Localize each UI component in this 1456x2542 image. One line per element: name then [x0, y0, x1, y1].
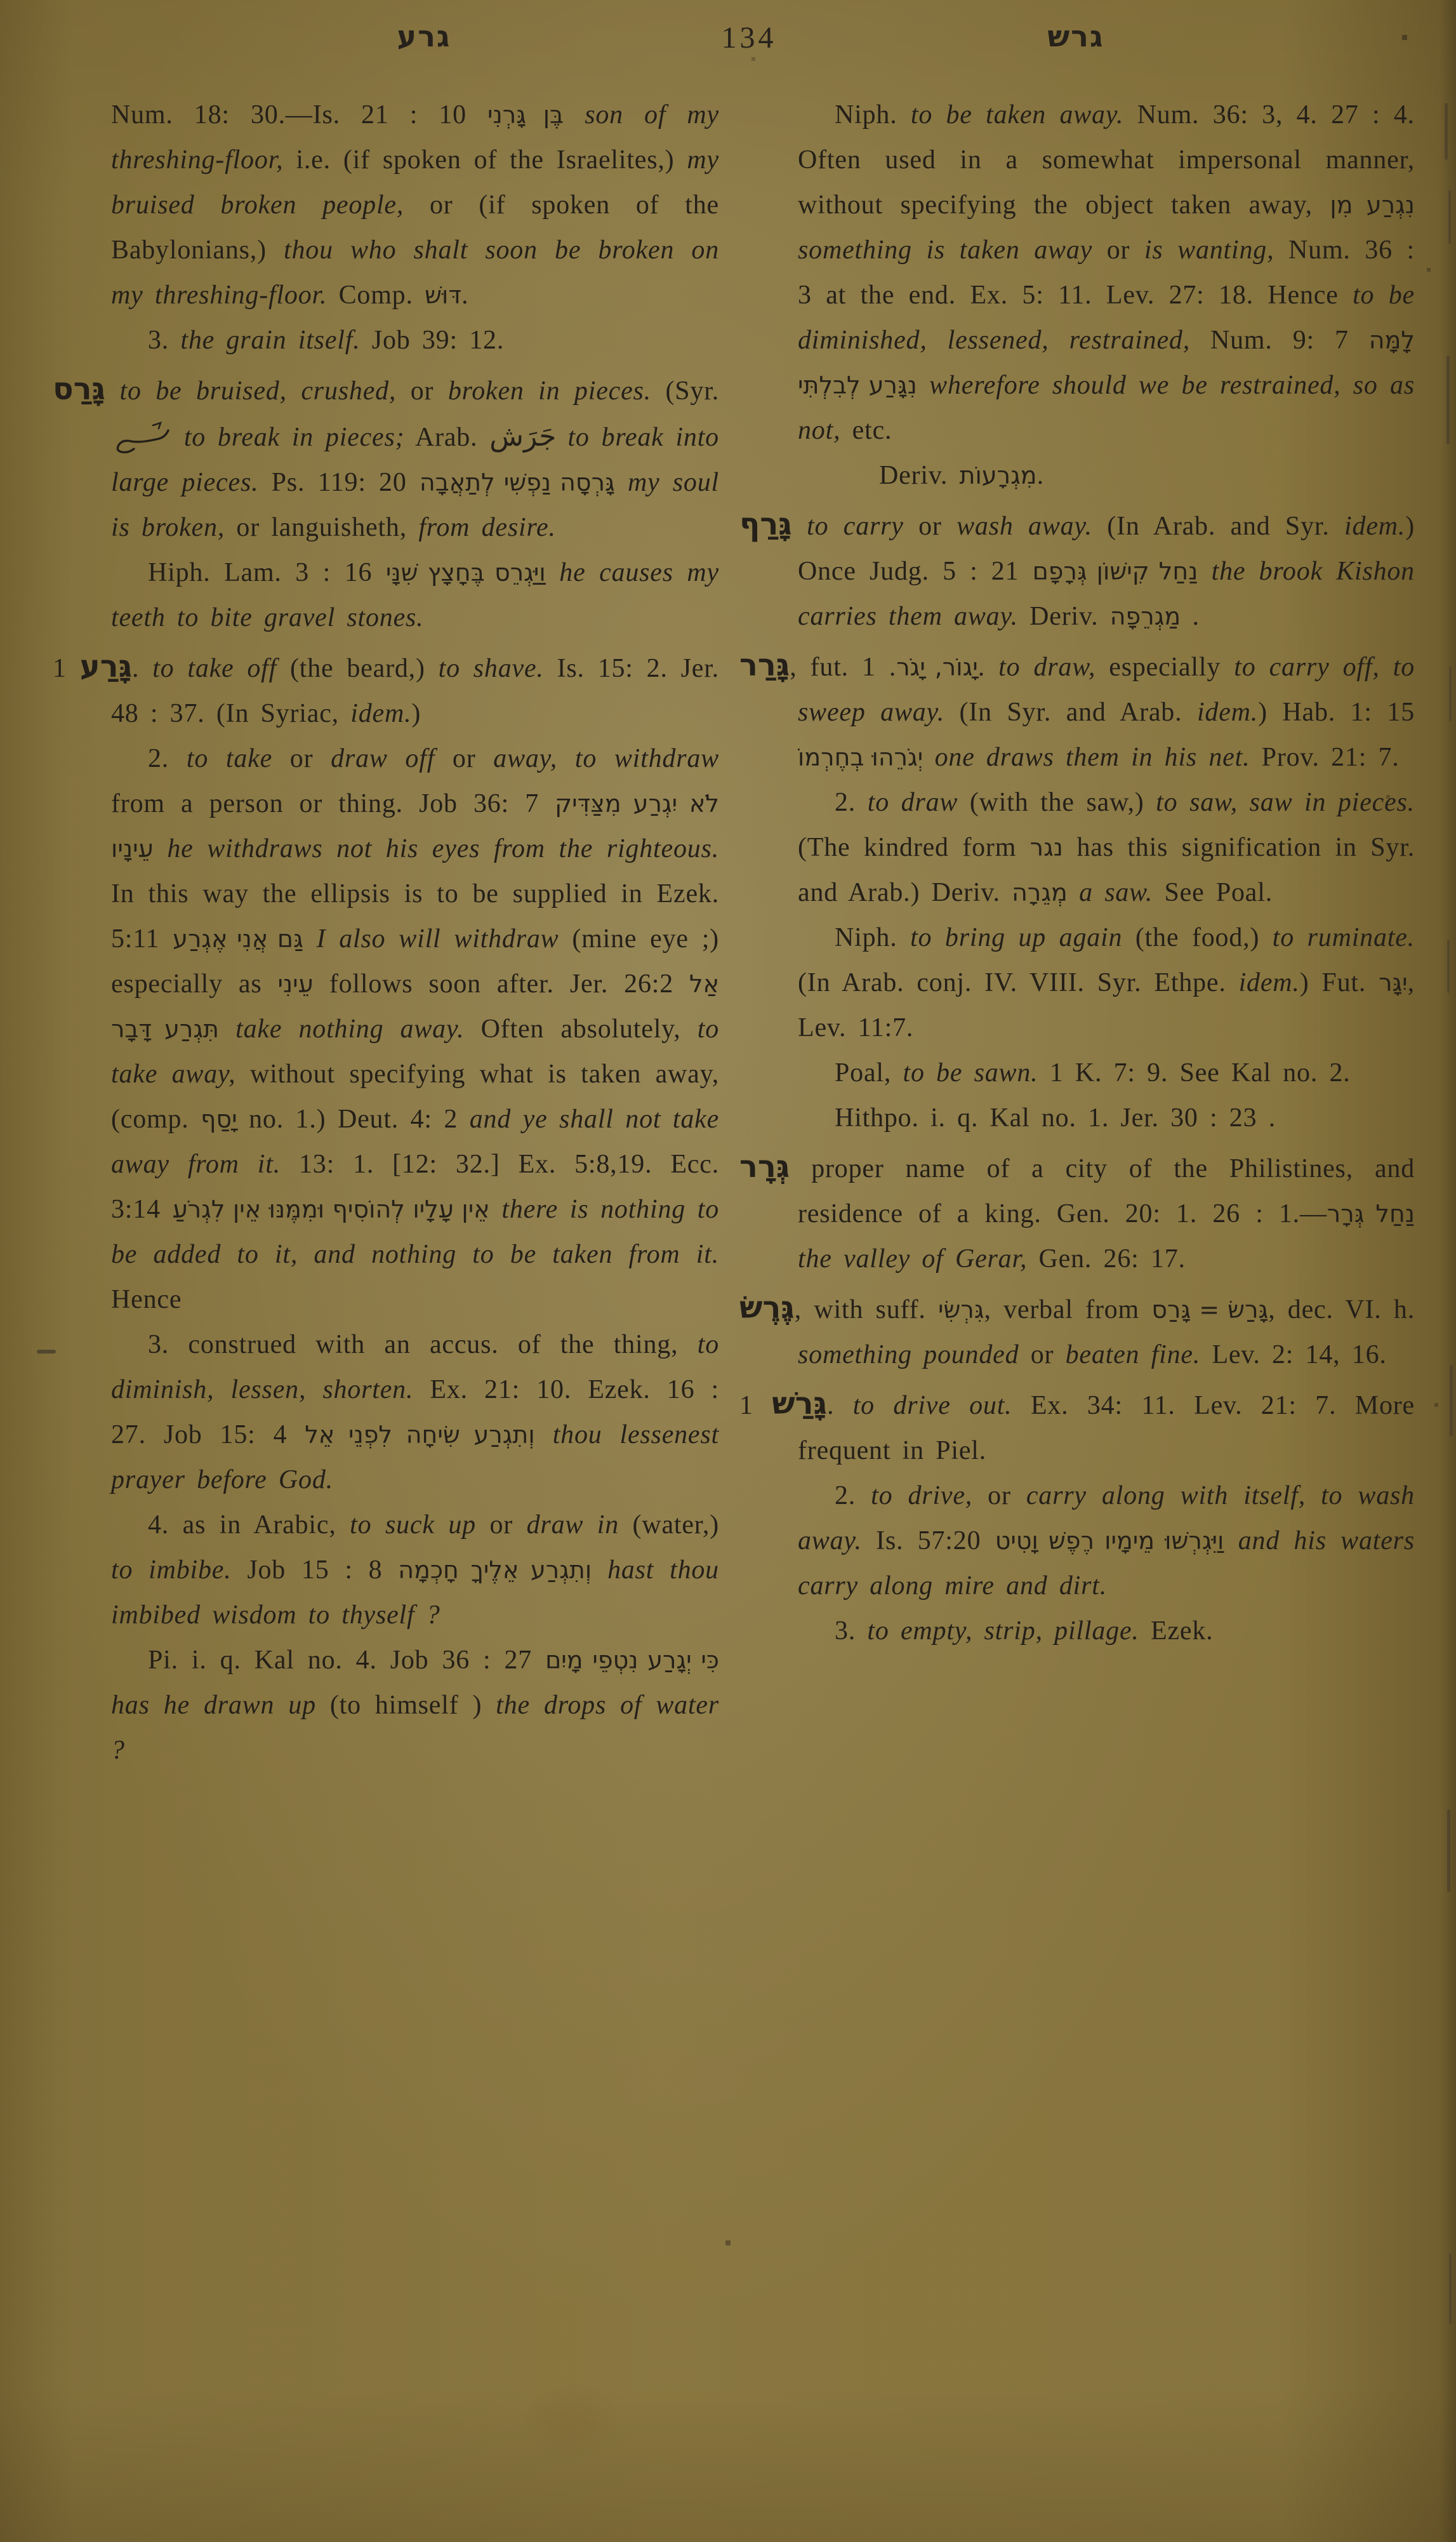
text — [303, 924, 317, 954]
italic-text: to take off — [152, 654, 277, 683]
italic-text: to be bruised, crushed, — [119, 376, 397, 406]
paragraph — [111, 318, 719, 363]
text: Num. 36 : 3 at the end. Ex. 5: 11. Lev. 27: 18. Hence — [798, 236, 1415, 310]
scan-streak — [1449, 2254, 1452, 2324]
text: ) — [411, 699, 421, 728]
text — [792, 512, 807, 541]
hebrew-text: וְתִגְרַע שִׂיחָה לִפְנֵי אֵל — [305, 1421, 535, 1449]
text — [546, 558, 560, 587]
text: ) Hab. 1: 15 — [1258, 698, 1415, 727]
paper-stain — [508, 2368, 635, 2476]
scan-streak — [1446, 356, 1450, 444]
italic-text: draw in — [526, 1510, 619, 1540]
italic-text: to be sawn. — [903, 1058, 1038, 1088]
italic-text: wash away. — [956, 512, 1092, 541]
text — [923, 743, 934, 772]
text: ) Once Judg. 5 : 21 — [798, 512, 1415, 586]
text: , verbal from — [984, 1295, 1152, 1324]
hebrew-text: וְתִגְרַע אֵלֶיךָ חָכְמָה — [398, 1556, 592, 1584]
italic-text: to draw — [867, 788, 958, 817]
text: 2. — [835, 788, 868, 817]
text: Hence — [111, 1285, 182, 1314]
scan-streak — [1450, 1365, 1453, 1436]
text: Niph. — [835, 923, 911, 952]
hebrew-headword: גָּרַר — [739, 648, 790, 683]
italic-text: to drive, — [871, 1481, 973, 1510]
italic-text: to take away, — [111, 1015, 719, 1089]
text — [556, 423, 567, 452]
hebrew-text: עֵינִי — [277, 970, 314, 998]
italic-text: take nothing away. — [235, 1015, 465, 1044]
italic-text: broken in pieces. — [447, 376, 651, 406]
hebrew-text: גָּרַשׂ = גָּרַס — [1151, 1296, 1269, 1324]
italic-text: to suck up — [350, 1510, 476, 1540]
text: Is. 15: 2. Jer. 48 : 37. (In Syriac, — [111, 654, 719, 728]
hebrew-headword: גְּרָר — [739, 1149, 790, 1185]
entry-paragraph — [739, 1286, 1415, 1378]
italic-text: he withdraws not his eyes from the righteous. — [167, 834, 719, 863]
text: , Lev. 11:7. — [798, 968, 1415, 1042]
hebrew-text: יְגֹרֵהוּ בְחֶרְמוֹ — [798, 743, 923, 771]
paper-specks — [0, 0, 1, 1]
italic-text: thou lessenest prayer before God. — [111, 1420, 719, 1494]
hebrew-text: נִגְרַע מִן — [1330, 191, 1415, 219]
paragraph — [111, 1638, 719, 1773]
italic-text: is wanting, — [1144, 236, 1274, 265]
text: . — [461, 281, 469, 310]
paragraph — [111, 1503, 719, 1638]
hebrew-text: לֹא יִגְרַע מִצַּדִּיק עֵינָיו — [111, 790, 719, 863]
text: or — [972, 1481, 1026, 1510]
hebrew-text: יָסַף — [201, 1105, 237, 1133]
italic-text: to be diminished, lessened, restrained, — [798, 281, 1415, 355]
paragraph — [111, 1322, 719, 1503]
text: Num. 9: 7 — [1190, 326, 1369, 355]
italic-text: to take — [186, 744, 273, 773]
text — [1068, 878, 1079, 907]
text: Ps. 119: 20 — [258, 468, 420, 497]
text — [535, 1420, 553, 1449]
paragraph — [798, 453, 1415, 498]
text: from a person or thing. Job 36: 7 — [111, 789, 555, 818]
italic-text: wherefore should we be restrained, so as not, — [798, 371, 1415, 445]
text: especially — [1095, 653, 1234, 682]
text: , fut. — [790, 653, 863, 682]
paragraph — [111, 93, 719, 318]
text: Poal, — [835, 1058, 903, 1088]
text: Ex. 21: 10. Ezek. 16 : 27. Job 15: 4 — [111, 1375, 719, 1449]
hebrew-headword: גָּרַשׁ — [772, 1386, 827, 1421]
italic-text: idem. — [350, 699, 412, 728]
text — [615, 468, 628, 497]
italic-text: thou who shalt soon be broken on my threshing-floor. — [111, 236, 719, 310]
hebrew-text: כִּי יְגָרַע נִטְפֵי מָיִם — [545, 1646, 719, 1674]
paragraph — [798, 93, 1415, 453]
running-head-right: גרש — [1047, 19, 1104, 53]
hebrew-text: אַל תִּגְרַע דָּבָר — [111, 970, 719, 1043]
hebrew-text: מַגְרֵפָה — [1109, 602, 1181, 630]
hebrew-text: וַיִּגְרְשׁוּ מֵימָיו רֶפֶשׁ וָטִיט — [995, 1527, 1224, 1555]
right-column — [739, 93, 1415, 1654]
italic-text: from desire. — [418, 513, 556, 542]
left-column — [53, 93, 720, 1773]
scan-streak — [1447, 940, 1450, 993]
entry-paragraph — [739, 1381, 1415, 1474]
italic-text: a saw. — [1079, 878, 1153, 907]
text: Job 39: 12. — [360, 326, 505, 355]
text: (the food,) — [1122, 923, 1273, 952]
text: or — [435, 744, 494, 773]
text: Ezek. — [1139, 1616, 1214, 1646]
text: has this signification in Syr. and Arab.) Deriv. — [798, 833, 1415, 907]
text: Often absolutely, — [464, 1015, 698, 1044]
italic-text: to imbibe. — [111, 1555, 232, 1585]
italic-text: something pounded — [798, 1340, 1019, 1369]
text: etc. — [840, 416, 892, 445]
text: (to himself ) — [315, 1691, 496, 1720]
italic-text: I also will withdraw — [316, 924, 559, 954]
text: , with suff. — [794, 1295, 938, 1324]
text: 13: 1. [12: 32.] Ex. 5:8,19. Ecc. 3:14 — [111, 1150, 719, 1224]
hebrew-text: יִגָּר — [1379, 969, 1408, 997]
text: 4. as in Arabic, — [148, 1510, 350, 1540]
text — [564, 100, 585, 130]
text: 3. — [148, 326, 181, 355]
italic-text: one draws them in his net. — [934, 743, 1250, 772]
italic-text: my soul is broken, — [111, 468, 719, 542]
italic-text: hast thou imbibed wisdom to thyself ? — [111, 1555, 719, 1630]
margin-mark — [37, 1350, 56, 1354]
paragraph — [798, 1051, 1415, 1096]
hebrew-text: אֵין עָלָיו לְהוֹסִיף וּמִמֶּנּוּ אֵין לִגְרֹעַ — [172, 1195, 490, 1223]
paragraph — [798, 1096, 1415, 1141]
hebrew-text: מְגֵרָה — [1012, 879, 1068, 907]
italic-text: away, to withdraw — [493, 744, 719, 773]
italic-text: to bring up again — [910, 923, 1123, 952]
entry-paragraph — [739, 502, 1415, 639]
italic-text: to break in pieces; — [183, 423, 405, 452]
text: 1 K. 7: 9. See Kal no. 2. — [1038, 1058, 1351, 1088]
text: or — [903, 512, 957, 541]
text — [154, 834, 168, 863]
text: Lev. 2: 14, 16. — [1200, 1340, 1387, 1369]
syriac-word-glyph — [111, 420, 172, 453]
hebrew-headword: גֶּרֶשׂ — [739, 1290, 795, 1326]
italic-text: something is taken away — [798, 236, 1093, 265]
text: Deriv. — [1017, 602, 1110, 631]
text: without specifying what is taken away, (comp. — [111, 1060, 719, 1134]
hebrew-headword: גָּרַס — [53, 371, 105, 407]
italic-text: son of my threshing-floor, — [111, 100, 719, 175]
italic-text: idem. — [1344, 512, 1406, 541]
text: or languisheth, — [225, 513, 419, 542]
text: Deriv. — [879, 461, 960, 490]
text: Num. 18: 30.—Is. 21 : 10 — [111, 100, 488, 130]
text: no. 1.) Deut. 4: 2 — [237, 1105, 470, 1134]
text: Num. 36: 3, 4. 27 : 4. Often used in a somewhat impersonal manner, without specifying the object taken away, — [798, 100, 1415, 220]
text: 3. — [835, 1616, 868, 1646]
hebrew-text: גָּרְסָה נַפְשִׁי לְתַאֲבָה — [419, 469, 615, 496]
text: Arab. — [404, 423, 490, 452]
scan-streak — [1449, 667, 1452, 721]
text: (In Arab. conj. IV. VIII. Syr. Ethpe. — [798, 968, 1239, 997]
text: 1. — [53, 654, 153, 683]
italic-text: idem. — [1238, 968, 1300, 997]
text: . — [1036, 461, 1044, 490]
italic-text: to be taken away. — [910, 100, 1124, 130]
italic-text: draw off — [331, 744, 435, 773]
running-head-left: גרע — [397, 19, 451, 53]
hebrew-headword: גָּרַף — [739, 507, 792, 542]
hebrew-text: גַּם אֲנִי אֶגְרַע — [173, 925, 303, 953]
text: Prov. 21: 7. — [1250, 743, 1400, 772]
hebrew-text: נַחַל קִישׁוֹן גְּרָפָם — [1032, 557, 1198, 585]
text — [219, 1015, 235, 1044]
paragraph — [111, 736, 719, 1322]
text: (water,) — [619, 1510, 719, 1540]
text: Comp. — [327, 281, 425, 310]
hebrew-headword: גָּרַע — [79, 649, 133, 684]
text: (mine eye ;) especially as — [111, 924, 719, 999]
text: , dec. VI. h. — [1268, 1295, 1415, 1324]
text: (the beard,) — [277, 654, 439, 683]
page-number: 134 — [721, 21, 777, 55]
text — [172, 423, 184, 452]
text: (The kindred form — [798, 833, 1030, 862]
text: (In Arab. and Syr. — [1092, 512, 1345, 541]
italic-text: my bruised broken people, — [111, 145, 719, 220]
text: (Syr. — [651, 376, 719, 406]
text: Niph. — [835, 100, 911, 130]
paragraph — [798, 1474, 1415, 1609]
italic-text: idem. — [1196, 698, 1259, 727]
entry-paragraph — [739, 643, 1415, 780]
italic-text: the grain itself. — [180, 326, 361, 355]
entry-paragraph — [53, 644, 719, 736]
italic-text: to carry off, to sweep away. — [798, 653, 1415, 727]
text: See Poal. — [1153, 878, 1273, 907]
paragraph — [798, 1609, 1415, 1654]
italic-text: to carry — [807, 512, 904, 541]
paragraph — [798, 915, 1415, 1051]
text: (with the saw,) — [958, 788, 1156, 817]
text: or — [396, 376, 448, 406]
text: or — [1019, 1340, 1066, 1369]
text — [490, 1195, 502, 1224]
hebrew-text: דּוּשׁ — [425, 281, 462, 309]
scan-streak — [1448, 190, 1451, 244]
hebrew-text: לָמָּה נִגָּרַע לְבִלְתִּי — [798, 326, 1415, 399]
italic-text: to diminish, lessen, shorten. — [111, 1330, 719, 1404]
text — [105, 376, 120, 406]
text: or — [475, 1510, 527, 1540]
italic-text: the drops of water ? — [111, 1691, 719, 1765]
text: or (if spoken of the Babylonians,) — [111, 190, 719, 265]
text: 2. — [835, 1481, 871, 1510]
paragraph — [798, 780, 1415, 915]
text: (In Syr. and Arab. — [944, 698, 1197, 727]
text: . — [1181, 602, 1200, 631]
italic-text: to draw, — [998, 653, 1096, 682]
hebrew-text: נַחַל גְּרָר — [1327, 1200, 1415, 1228]
text: follows soon after. Jer. 26:2 — [313, 969, 689, 999]
hebrew-text: מִגְרָעוֹת — [959, 462, 1037, 489]
text: ) Fut. — [1299, 968, 1379, 997]
hebrew-text: וַיַּגְרֵס בֶּחָצָץ שִׁנָּי — [385, 559, 546, 587]
arabic-text: جَرَش — [489, 420, 557, 453]
text: i.e. (if spoken of the Israelites,) — [283, 145, 687, 175]
italic-text: beaten fine. — [1065, 1340, 1201, 1369]
text: . 1. — [862, 653, 999, 682]
text: Is. 57:20 — [861, 1526, 995, 1555]
entry-paragraph — [53, 367, 719, 550]
scan-streak — [1445, 103, 1448, 160]
text — [592, 1555, 607, 1585]
paragraph — [111, 550, 719, 641]
italic-text: he causes my teeth to bite gravel stones. — [111, 558, 719, 632]
italic-text: to break into large pieces. — [111, 423, 719, 497]
text — [917, 371, 929, 400]
text: or — [272, 744, 331, 773]
italic-text: the valley of Gerar, — [798, 1244, 1028, 1274]
hebrew-text: נגר — [1029, 834, 1063, 862]
italic-text: to shave. — [438, 654, 544, 683]
italic-text: to empty, strip, pillage. — [867, 1616, 1139, 1646]
text: proper name of a city of the Philistines, and residence of a king. Gen. 20: 1. 26 : 1.— — [790, 1154, 1415, 1228]
italic-text: and ye shall not take away from it. — [111, 1105, 720, 1179]
text: In this way the ellipsis is to be supplied in Ezek. 5:11 — [111, 879, 719, 954]
hebrew-text: גִּרְשִׂי — [937, 1296, 984, 1324]
italic-text: and his waters carry along mire and dirt. — [798, 1526, 1415, 1600]
text — [1224, 1526, 1238, 1555]
scan-streak — [1447, 1809, 1450, 1892]
italic-text: carry along with itself, to wash away. — [798, 1481, 1415, 1555]
entry-paragraph — [739, 1145, 1415, 1282]
italic-text: the brook Kishon carries them away. — [798, 557, 1415, 631]
hebrew-text: יָגוֹר, יָגֹר — [896, 653, 978, 681]
text — [1198, 557, 1211, 586]
text: Ex. 34: 11. Lev. 21: 7. More frequent in Piel. — [798, 1391, 1415, 1465]
text: Hithpo. i. q. Kal no. 1. Jer. 30 : 23 . — [835, 1103, 1276, 1133]
italic-text: to drive out. — [852, 1391, 1012, 1420]
italic-text: to ruminate. — [1272, 923, 1415, 952]
italic-text: to saw, saw in pieces. — [1156, 788, 1415, 817]
italic-text: there is nothing to be added to it, and nothing to be taken from it. — [111, 1195, 720, 1269]
italic-text: has he drawn up — [111, 1691, 316, 1720]
text: Job 15 : 8 — [231, 1555, 399, 1585]
text: Gen. 26: 17. — [1027, 1244, 1186, 1274]
text: 2. — [148, 744, 187, 773]
syriac-word — [111, 423, 172, 452]
text: 1. — [739, 1391, 853, 1420]
text: Pi. i. q. Kal no. 4. Job 36 : 27 — [148, 1646, 546, 1675]
text: or — [1092, 236, 1144, 265]
hebrew-text: בֶּן גָּרְנִי — [487, 101, 564, 129]
text: Hiph. Lam. 3 : 16 — [148, 558, 386, 587]
text: 3. construed with an accus. of the thing, — [148, 1330, 698, 1359]
